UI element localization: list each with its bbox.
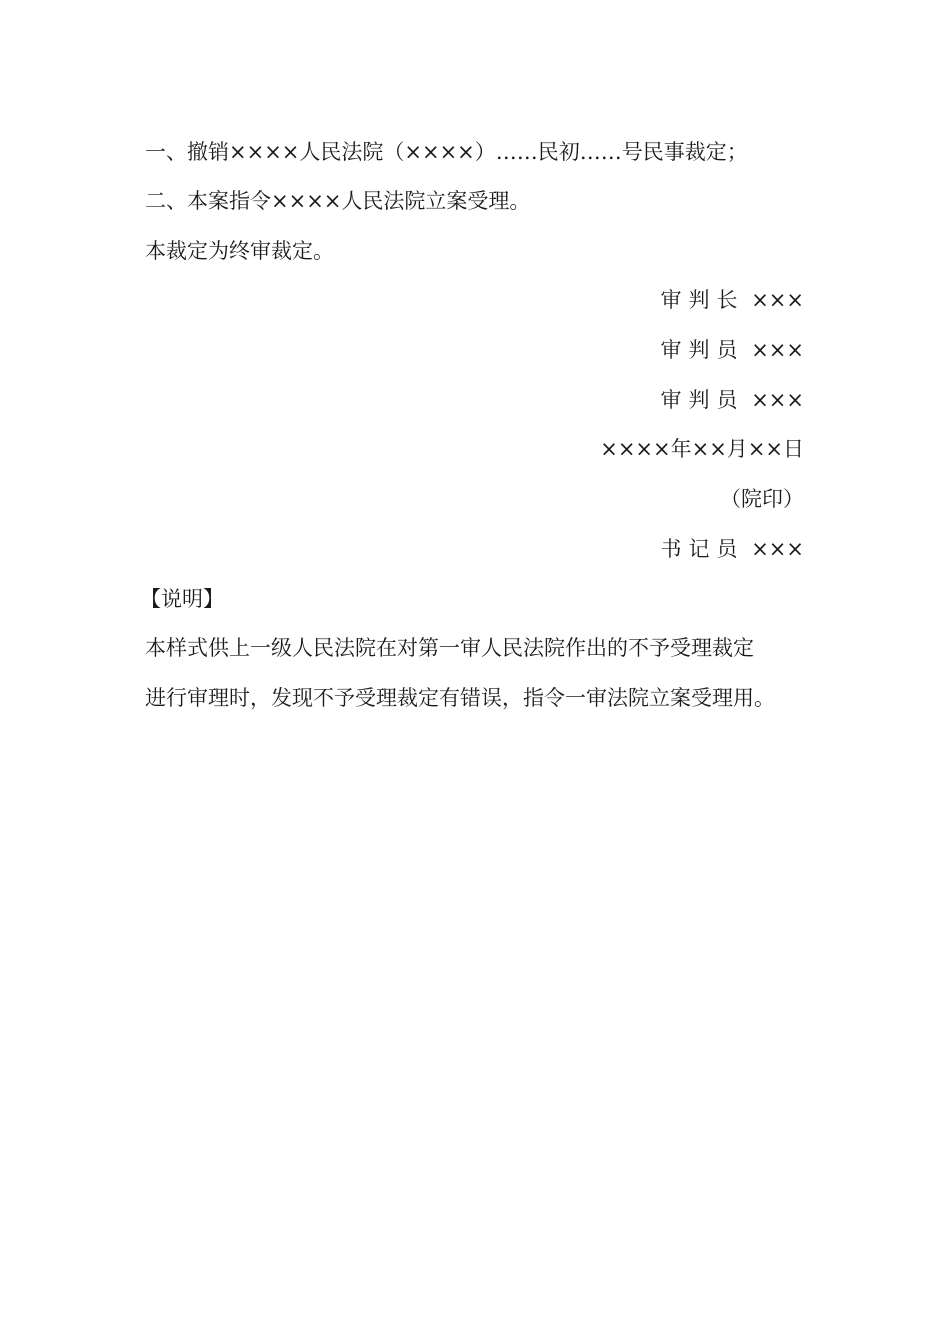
signature-chief-judge [661, 286, 804, 314]
signature-judge-2 [661, 386, 804, 414]
note-line-1: 本样式供上一级人民法院在对第一审人民法院作出的不予受理裁定 [145, 636, 754, 660]
judge-1-name: ××× [751, 338, 804, 362]
chief-judge-title: 审判长 [660, 288, 745, 312]
court-seal: （院印） [720, 487, 804, 511]
signature-judge-1 [661, 336, 804, 364]
judge-2-title: 审判员 [660, 388, 745, 412]
judge-1-title: 审判员 [660, 338, 745, 362]
ruling-final-statement: 本裁定为终审裁定。 [145, 239, 334, 263]
chief-judge-name: ××× [751, 288, 804, 312]
ruling-item-2: 二、本案指令××××人民法院立案受理。 [145, 189, 531, 213]
clerk-name: ××× [751, 537, 804, 561]
signature-clerk [661, 535, 804, 563]
judge-2-name: ××× [751, 388, 804, 412]
ruling-item-1: 一、撤销××××人民法院（××××）……民初……号民事裁定； [145, 140, 748, 164]
ruling-date: ××××年××月××日 [600, 437, 804, 461]
clerk-title: 书记员 [660, 537, 745, 561]
note-line-2: 进行审理时，发现不予受理裁定有错误，指令一审法院立案受理用。 [145, 686, 775, 710]
note-heading: 【说明】 [140, 587, 224, 611]
